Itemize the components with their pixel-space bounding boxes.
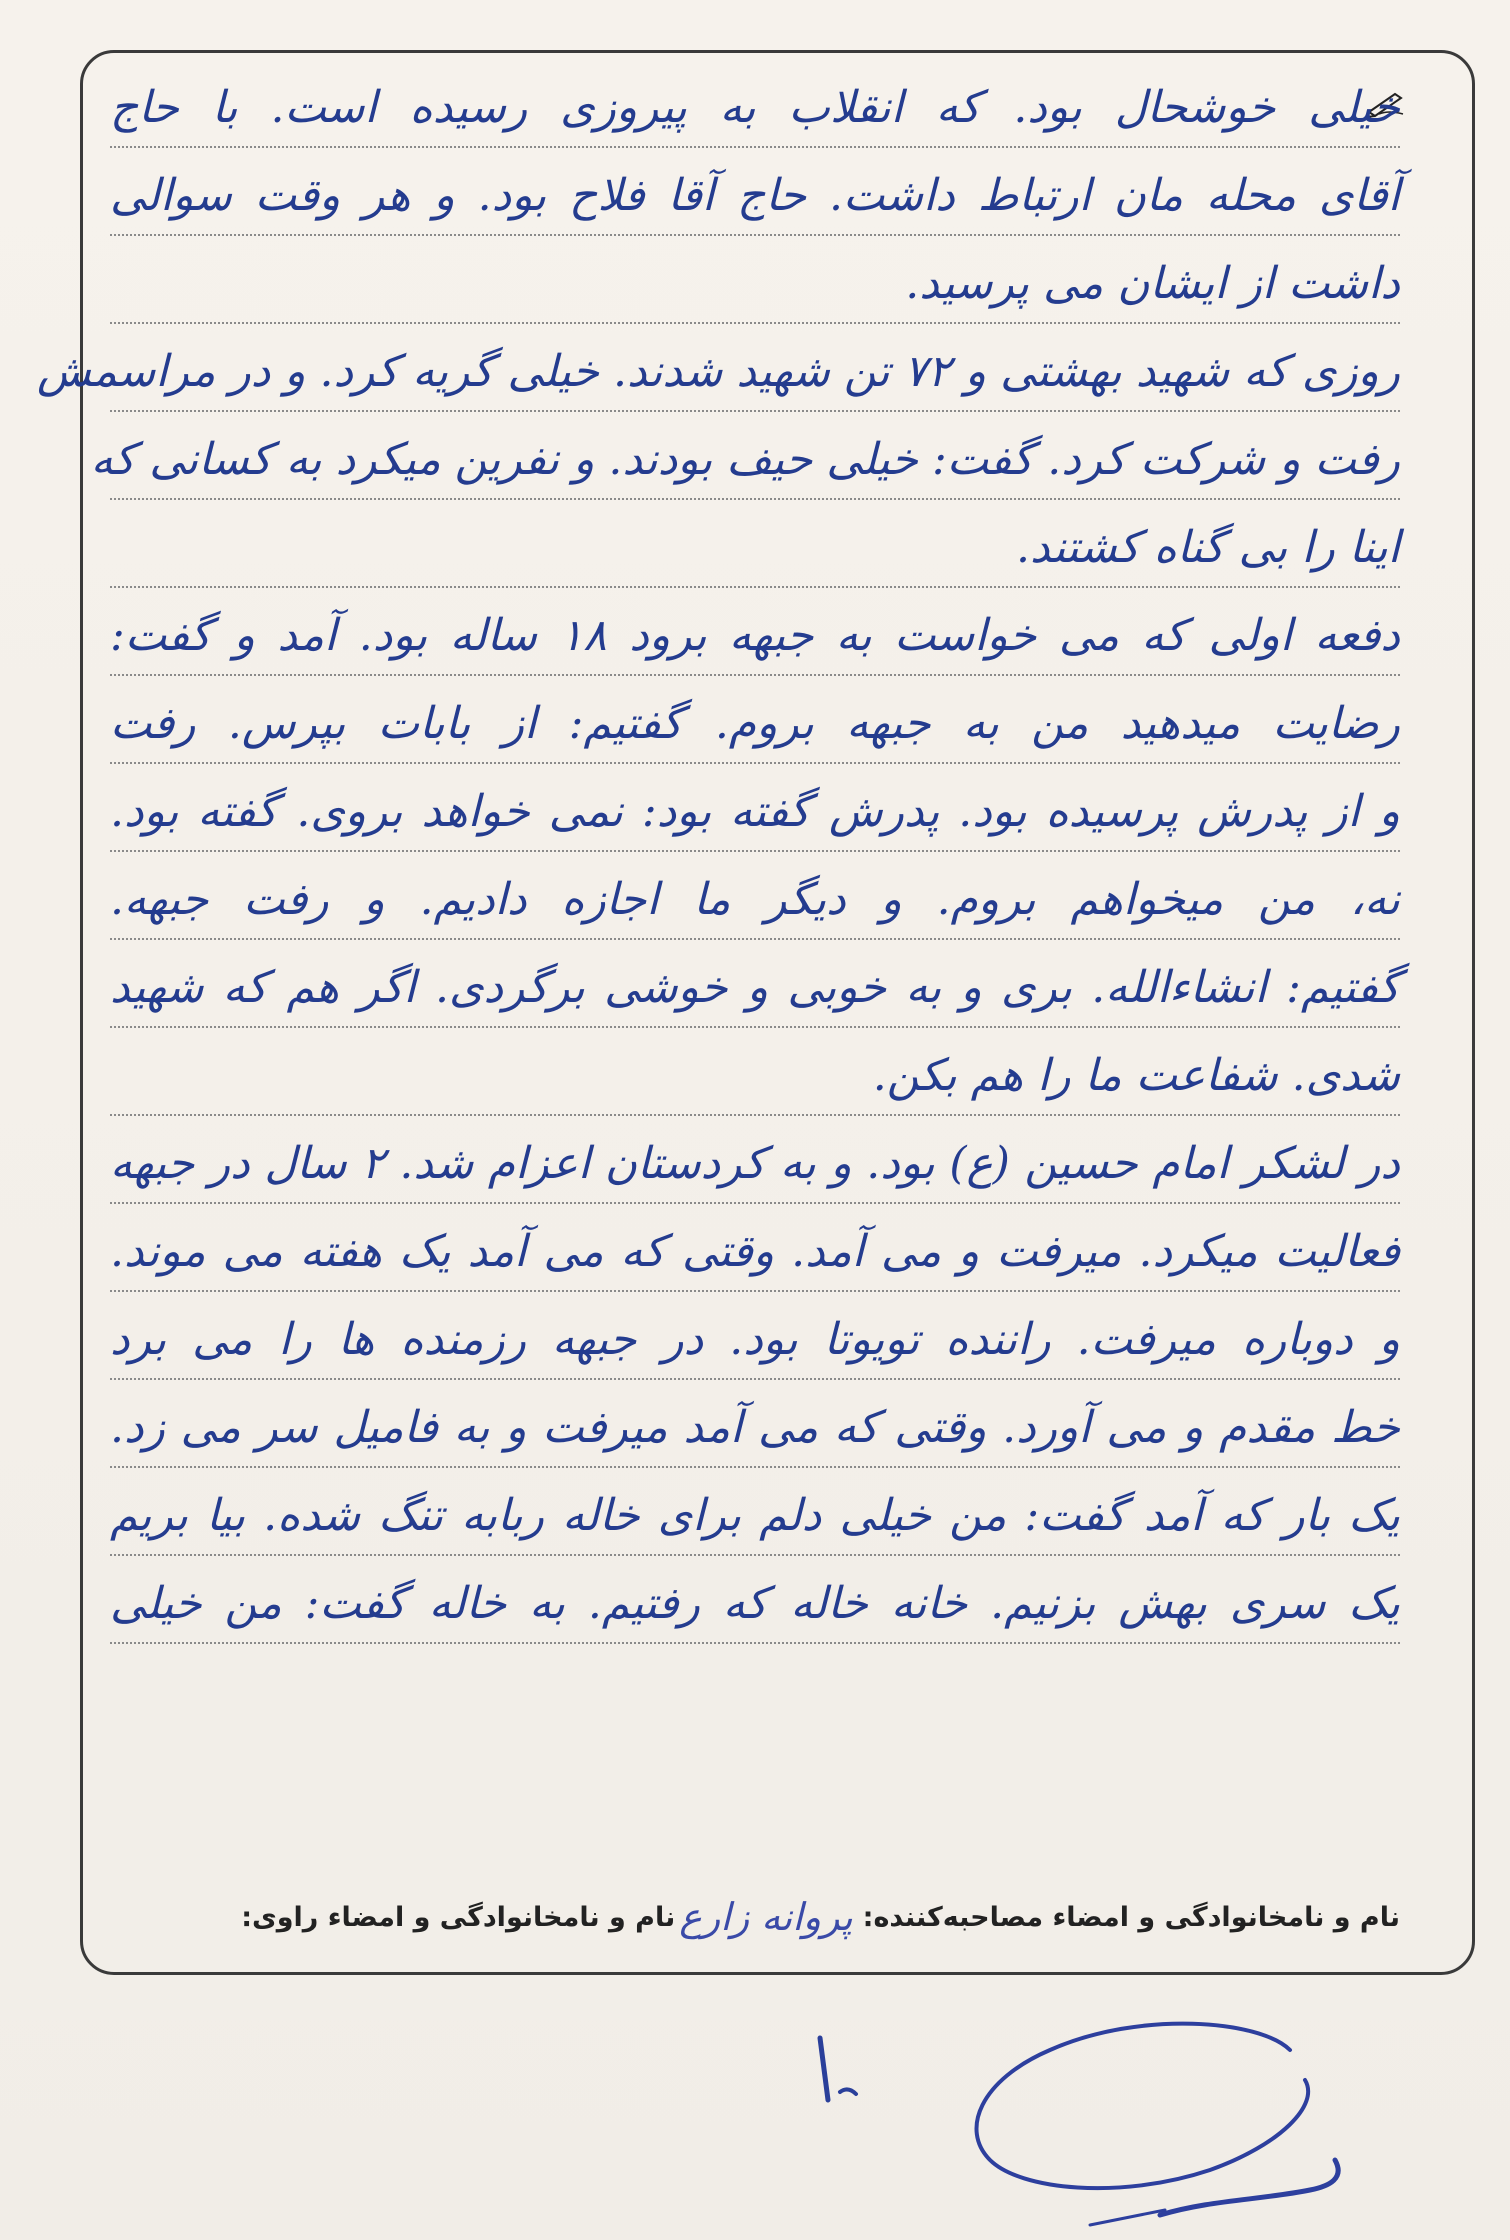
interviewer-name: پروانه زارع — [679, 1895, 853, 1939]
page-number — [800, 2030, 870, 2140]
text-line: فعالیت میکرد. میرفت و می آمد. وقتی که می آمد یک هفته می موند. — [110, 1204, 1400, 1292]
interviewer-label: نام و نامخانوادگی و امضاء مصاحبه‌کننده: — [862, 1901, 1400, 1933]
signature-footer — [110, 1895, 1400, 1939]
narrator-label: نام و نامخانوادگی و امضاء راوی: — [241, 1901, 676, 1933]
text-line: و دوباره میرفت. راننده تویوتا بود. در جبهه رزمنده ها را می برد — [110, 1292, 1400, 1380]
narrator-signature — [960, 2010, 1350, 2240]
text-line: نه، من میخواهم بروم. و دیگر ما اجازه دادیم. و رفت جبهه. — [110, 852, 1400, 940]
text-line: شدی. شفاعت ما را هم بکن. — [110, 1028, 1400, 1116]
text-line: رفت و شرکت کرد. گفت: خیلی حیف بودند. و نفرین میکرد به کسانی که — [110, 412, 1400, 500]
text-line: یک بار که آمد گفت: من خیلی دلم برای خاله ربابه تنگ شده. بیا بریم — [110, 1468, 1400, 1556]
text-line: اینا را بی گناه کشتند. — [110, 500, 1400, 588]
svg-text:۱۰: ۱۰ — [800, 2135, 802, 2136]
text-line: در لشکر امام حسین (ع) بود. و به کردستان اعزام شد. ۲ سال در جبهه — [110, 1116, 1400, 1204]
text-line: آقای محله مان ارتباط داشت. حاج آقا فلاح بود. و هر وقت سوالی — [110, 148, 1400, 236]
text-line: گفتیم: انشاءالله. بری و به خوبی و خوشی برگردی. اگر هم که شهید — [110, 940, 1400, 1028]
text-line: رضایت میدهید من به جبهه بروم. گفتیم: از بابات بپرس. رفت — [110, 676, 1400, 764]
text-line: یک سری بهش بزنیم. خانه خاله که رفتیم. به خاله گفت: من خیلی — [110, 1556, 1400, 1644]
handwritten-text-body — [37, 60, 1401, 1644]
text-line: خیلی خوشحال بود. که انقلاب به پیروزی رسیده است. با حاج — [110, 60, 1400, 148]
text-line: دفعه اولی که می خواست به جبهه برود ۱۸ ساله بود. آمد و گفت: — [110, 588, 1400, 676]
text-line: داشت از ایشان می پرسید. — [110, 236, 1400, 324]
text-line: روزی که شهید بهشتی و ۷۲ تن شهید شدند. خیلی گریه کرد. و در مراسمش — [110, 324, 1400, 412]
text-line: و از پدرش پرسیده بود. پدرش گفته بود: نمی خواهد بروی. گفته بود. — [110, 764, 1400, 852]
text-line: خط مقدم و می آورد. وقتی که می آمد میرفت و به فامیل سر می زد. — [110, 1380, 1400, 1468]
